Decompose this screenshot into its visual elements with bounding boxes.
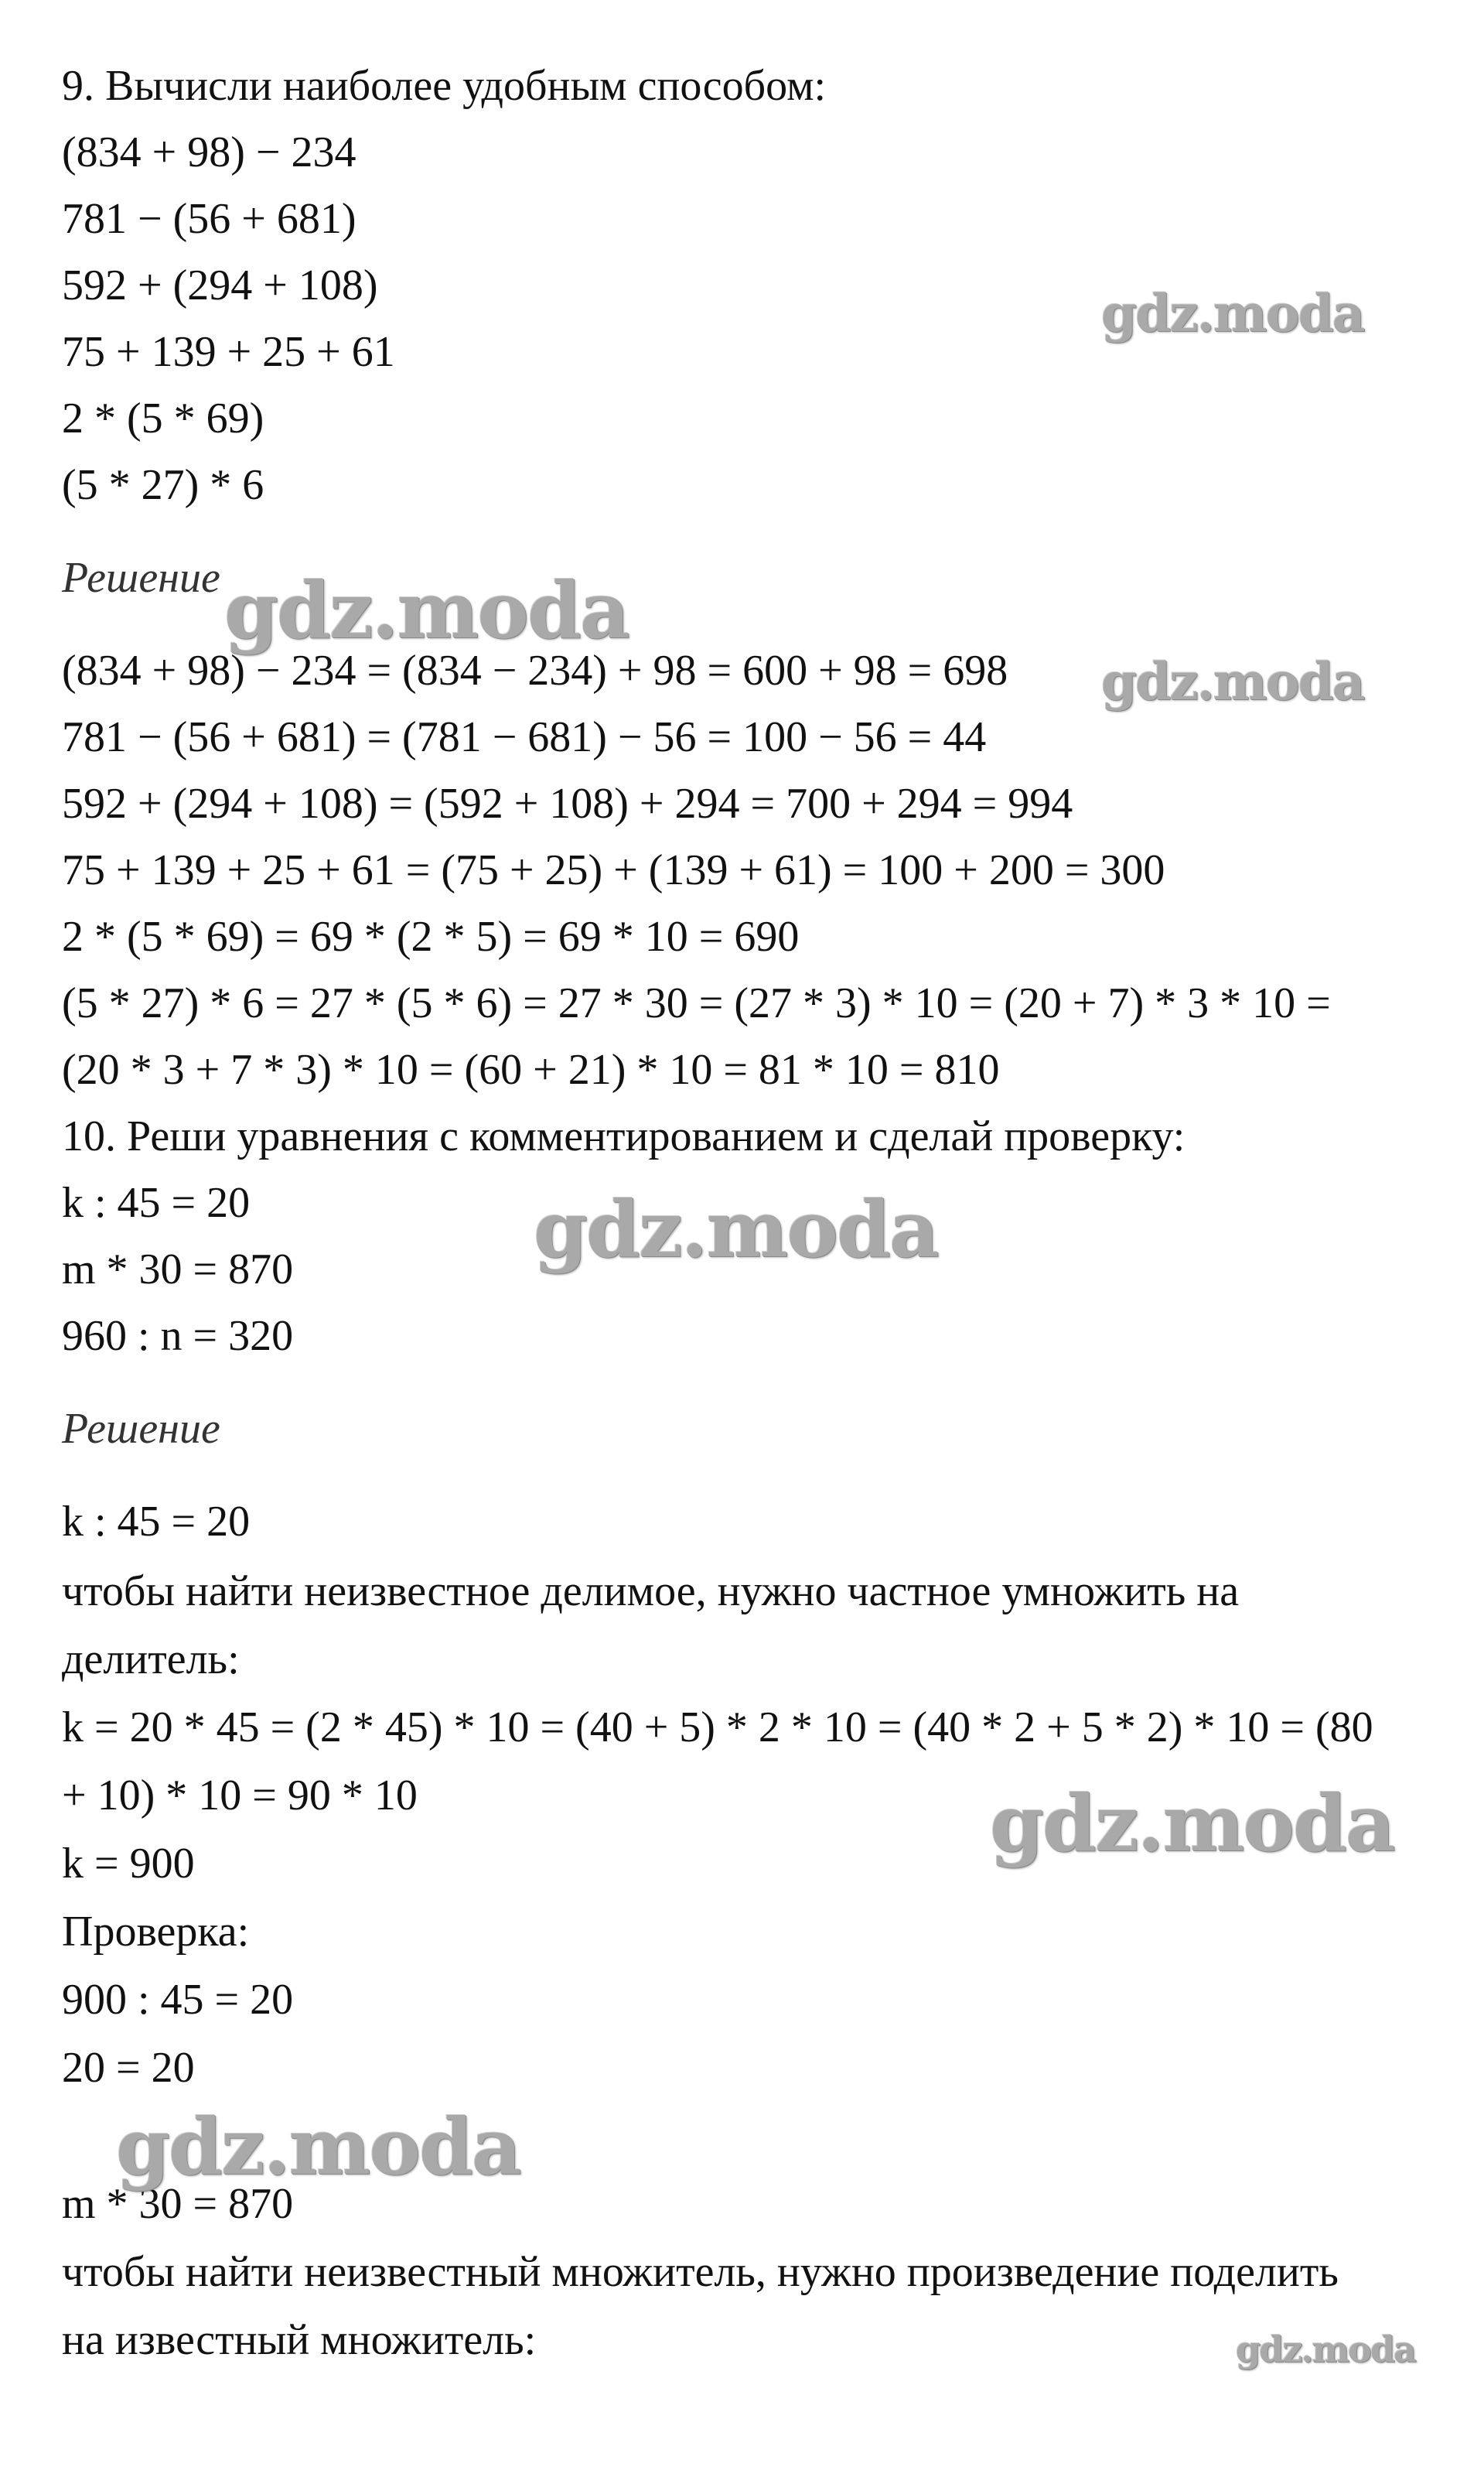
task10-solution-4: k = 20 * 45 = (2 * 45) * 10 = (40 + 5) * 2 * 10 = (40 * 2 + 5 * 2) * 10 = (80	[62, 1703, 1373, 1751]
task9-solution-label: Решение	[62, 554, 220, 602]
task10-solution-2: чтобы найти неизвестное делимое, нужно частное умножить на	[62, 1567, 1240, 1615]
task9-solution-5: 2 * (5 * 69) = 69 * (2 * 5) = 69 * 10 = 690	[62, 913, 800, 961]
task10-solution-label: Решение	[62, 1405, 220, 1453]
task10-line-3: 960 : n = 320	[62, 1312, 294, 1360]
task10-title: 10. Реши уравнения с комментированием и сделай проверку:	[62, 1112, 1185, 1160]
watermark-logo: gdz.moda	[1236, 2328, 1415, 2370]
task10-solution-11: чтобы найти неизвестный множитель, нужно произведение поделить	[62, 2248, 1339, 2296]
task10-solution-6: k = 900	[62, 1840, 195, 1888]
task10-solution-1: k : 45 = 20	[62, 1498, 251, 1546]
task9-line-3: 592 + (294 + 108)	[62, 261, 378, 309]
task10-solution-12: на известный множитель:	[62, 2316, 537, 2364]
task10-line-1: k : 45 = 20	[62, 1179, 251, 1227]
task9-line-1: (834 + 98) − 234	[62, 128, 357, 176]
task10-solution-8: 900 : 45 = 20	[62, 1976, 294, 2024]
task9-line-5: 2 * (5 * 69)	[62, 395, 264, 442]
watermark-logo: gdz.moda	[1101, 283, 1364, 343]
task10-solution-7: Проверка:	[62, 1908, 250, 1956]
task10-solution-3: делитель:	[62, 1635, 240, 1683]
task10-solution-10: m * 30 = 870	[62, 2180, 294, 2228]
task9-solution-7: (20 * 3 + 7 * 3) * 10 = (60 + 21) * 10 = 81 * 10 = 810	[62, 1046, 1000, 1094]
task9-title: 9. Вычисли наиболее удобным способом:	[62, 62, 827, 110]
task10-solution-5: + 10) * 10 = 90 * 10	[62, 1771, 418, 1819]
task9-solution-6: (5 * 27) * 6 = 27 * (5 * 6) = 27 * 30 = (27 * 3) * 10 = (20 + 7) * 3 * 10 =	[62, 979, 1331, 1027]
task9-line-2: 781 − (56 + 681)	[62, 195, 357, 243]
task9-line-4: 75 + 139 + 25 + 61	[62, 328, 395, 376]
watermark-logo: gdz.moda	[224, 565, 629, 656]
task9-line-6: (5 * 27) * 6	[62, 461, 264, 509]
task9-solution-3: 592 + (294 + 108) = (592 + 108) + 294 = 700 + 294 = 994	[62, 780, 1073, 828]
task10-solution-9: 20 = 20	[62, 2044, 195, 2092]
watermark-logo: gdz.moda	[1101, 651, 1364, 712]
task9-solution-2: 781 − (56 + 681) = (781 − 681) − 56 = 100 − 56 = 44	[62, 713, 987, 761]
task9-solution-1: (834 + 98) − 234 = (834 − 234) + 98 = 600 + 98 = 698	[62, 647, 1008, 695]
task9-solution-4: 75 + 139 + 25 + 61 = (75 + 25) + (139 + 61) = 100 + 200 = 300	[62, 846, 1165, 894]
watermark-logo: gdz.moda	[990, 1778, 1394, 1869]
task10-line-2: m * 30 = 870	[62, 1245, 294, 1293]
watermark-logo: gdz.moda	[534, 1184, 938, 1275]
watermark-logo: gdz.moda	[116, 2101, 520, 2192]
